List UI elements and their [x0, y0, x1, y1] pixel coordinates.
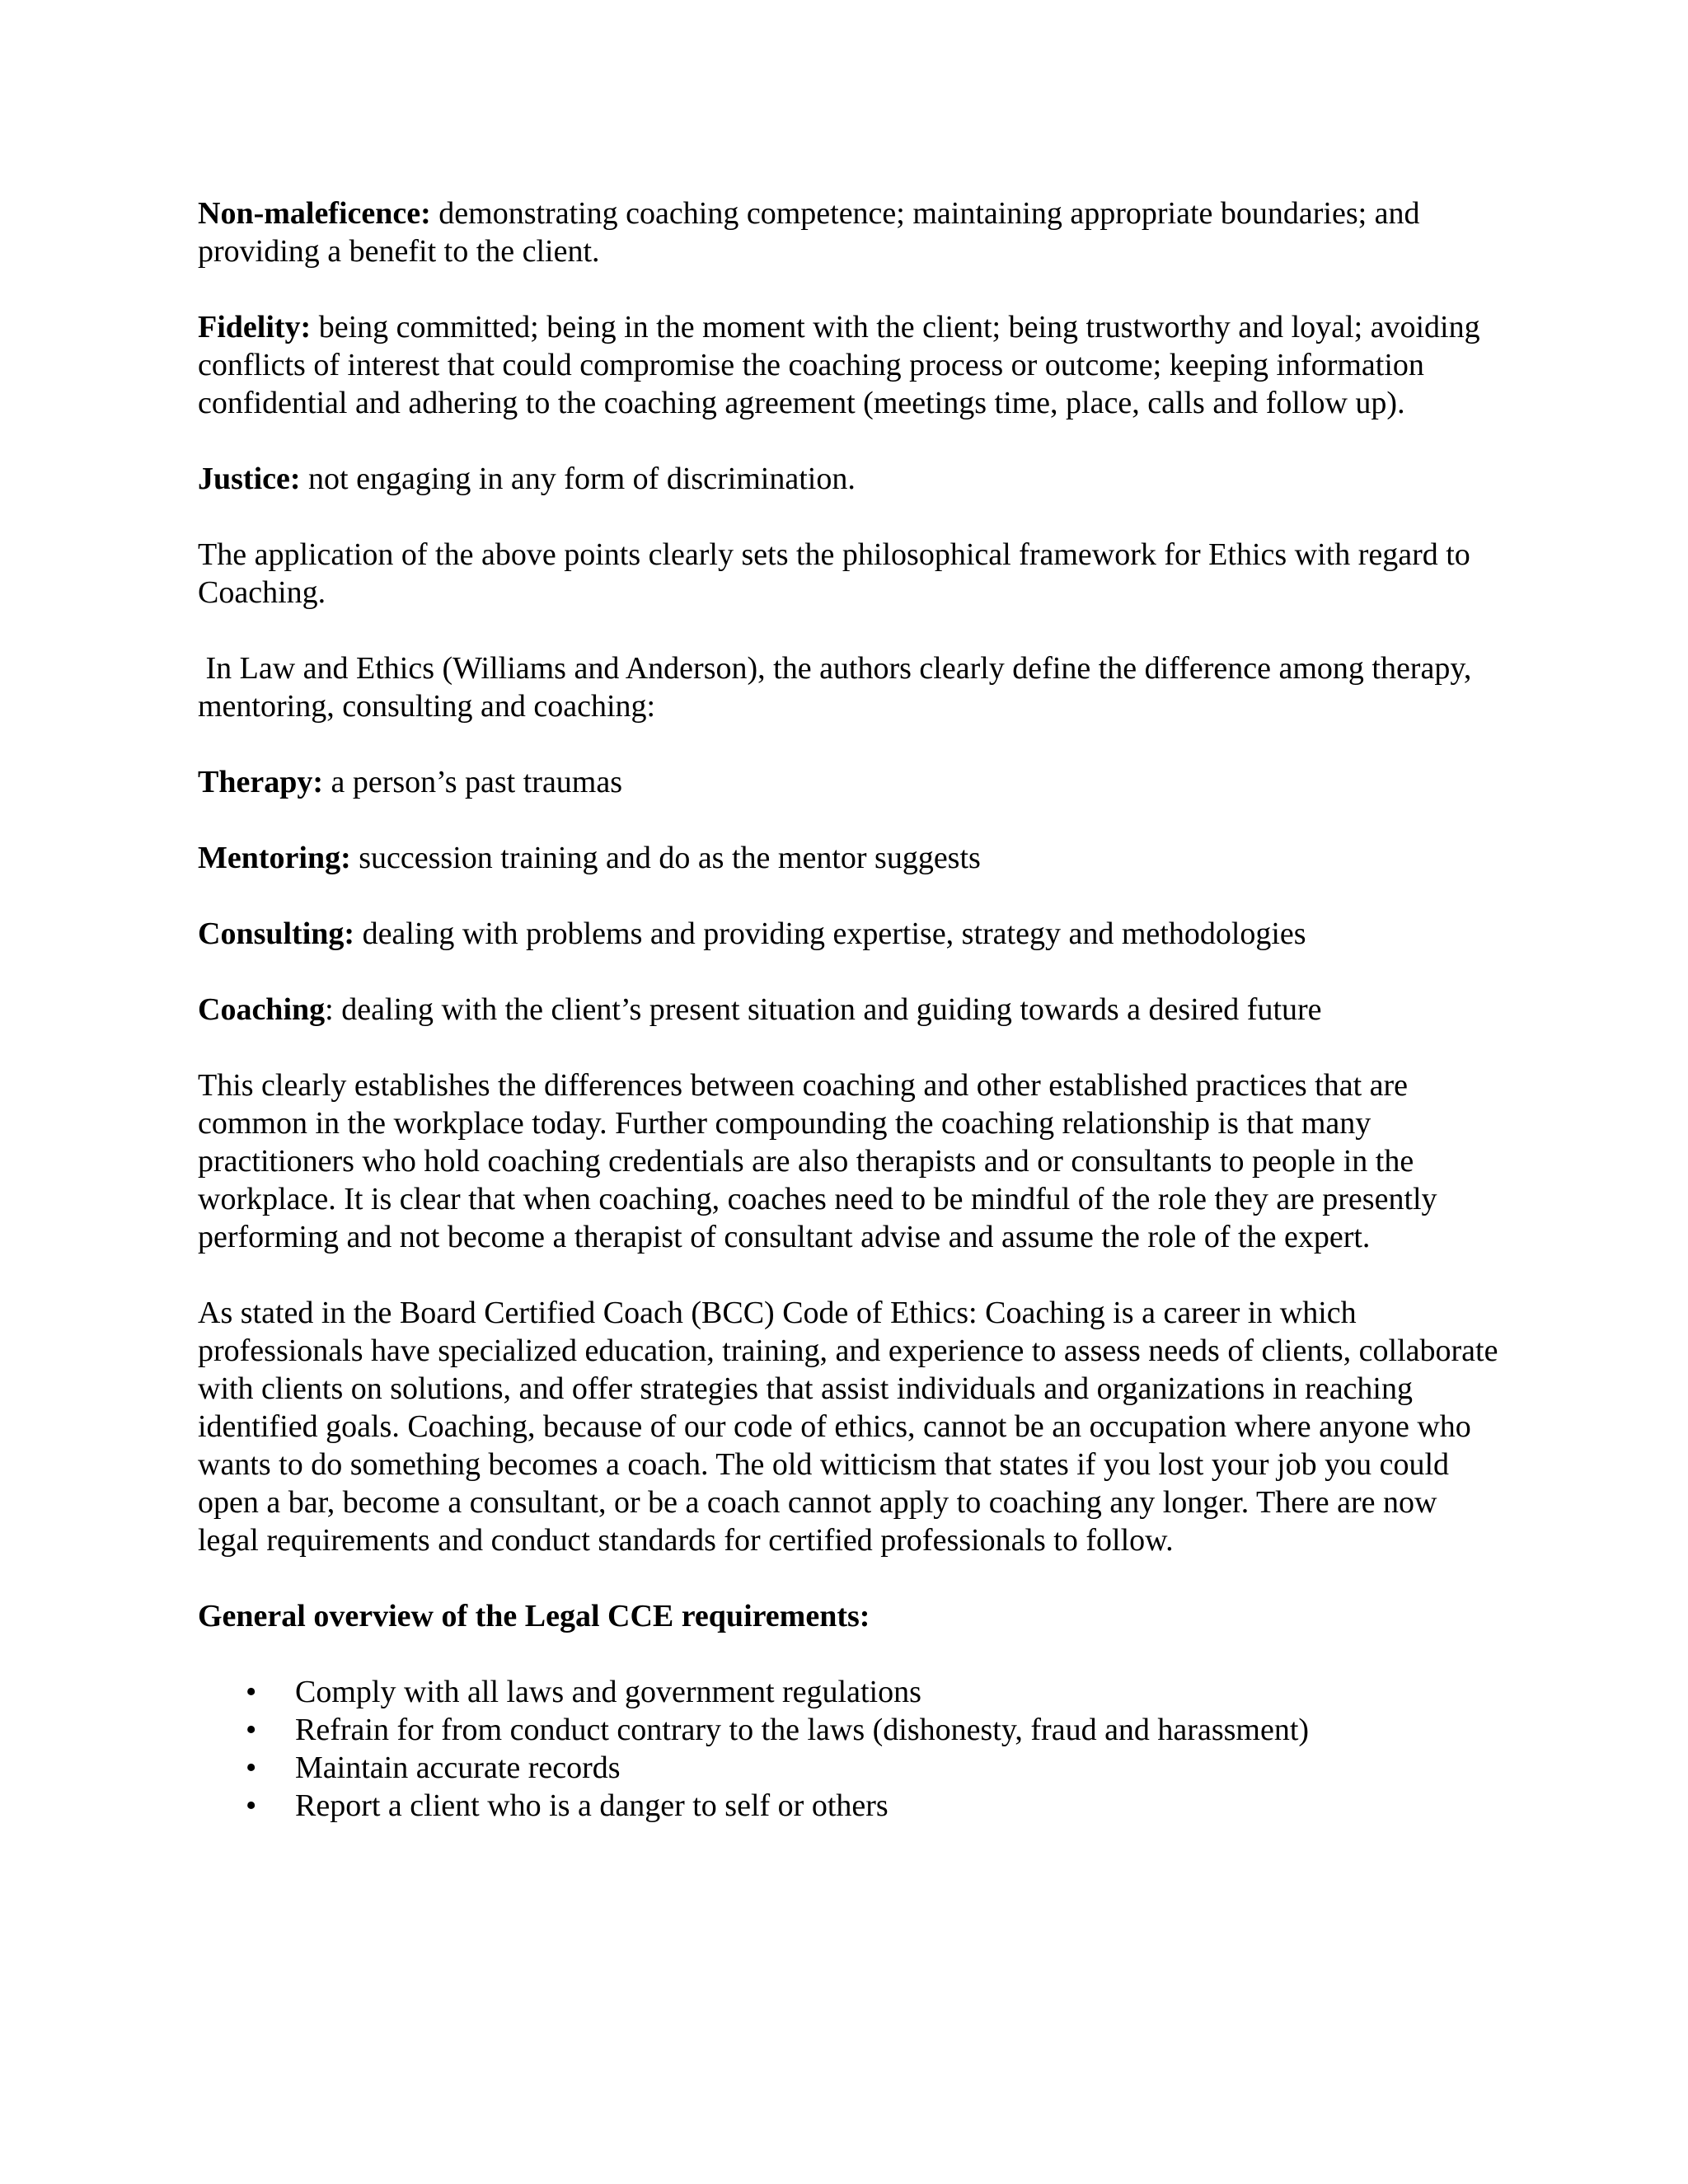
definition-justice [198, 460, 1500, 498]
list-item-text: Comply with all laws and government regulations [295, 1675, 921, 1709]
definition-text: not engaging in any form of discrimination. [300, 462, 856, 496]
definition-term: Non-maleficence: [198, 196, 431, 231]
legal-requirements-list [198, 1673, 1500, 1825]
list-item-text: Maintain accurate records [295, 1750, 621, 1785]
definition-text: a person’s past traumas [323, 765, 623, 799]
definition-term: Justice: [198, 462, 301, 496]
list-item-text: Report a client who is a danger to self or others [295, 1788, 889, 1823]
definition-term: Mentoring: [198, 841, 351, 875]
definition-text: : dealing with the client’s present situation and guiding towards a desired future [325, 992, 1322, 1027]
definition-consulting [198, 915, 1500, 953]
paragraph-bcc-code: As stated in the Board Certified Coach (BCC) Code of Ethics: Coaching is a career in which professionals have specialized education, training, and experience to assess needs of clients, collaborate with clients on solutions, and offer strategies that assist individuals and organizations in reaching identified goals. Coaching, because of our code of ethics, cannot be an occupation where anyone who wants to do something becomes a coach. The old witticism that states if you lost your job you could open a bar, become a consultant, or be a coach cannot apply to coaching any longer. There are now legal requirements and conduct standards for certified professionals to follow. [198, 1296, 1498, 1558]
list-item [198, 1787, 1500, 1825]
definition-therapy [198, 763, 1500, 801]
bullet-icon: • [246, 1713, 257, 1747]
definition-fidelity [198, 308, 1500, 422]
definition-non-maleficence [198, 194, 1500, 270]
list-item-text: Refrain for from conduct contrary to the laws (dishonesty, fraud and harassment) [295, 1713, 1310, 1747]
definition-text: succession training and do as the mentor suggests [350, 841, 981, 875]
paragraph-law-and-ethics: In Law and Ethics (Williams and Anderson), the authors clearly define the difference among therapy, mentoring, consulting and coaching: [198, 651, 1479, 724]
definition-term: Coaching [198, 992, 326, 1027]
paragraph-differences: This clearly establishes the differences between coaching and other established practices that are common in the workplace today. Further compounding the coaching relationship is that many practitioners who hold coaching credentials are also therapists and or consultants to people in the workplace. It is clear that when coaching, coaches need to be mindful of the role they are presently performing and not become a therapist of consultant advise and assume the role of the expert. [198, 1068, 1437, 1254]
list-item [198, 1711, 1500, 1749]
definition-text: dealing with problems and providing expertise, strategy and methodologies [354, 916, 1306, 951]
definition-term: Therapy: [198, 765, 323, 799]
definition-mentoring [198, 839, 1500, 877]
definition-coaching [198, 991, 1500, 1029]
definition-text: demonstrating coaching competence; maintaining appropriate boundaries; and providing a benefit to the client. [198, 196, 1420, 269]
bullet-icon: • [246, 1750, 257, 1785]
document-body [198, 194, 1500, 1825]
paragraph-framework: The application of the above points clearly sets the philosophical framework for Ethics with regard to Coaching. [198, 537, 1470, 610]
bullet-icon: • [246, 1675, 257, 1709]
list-item [198, 1673, 1500, 1711]
definition-term: Consulting: [198, 916, 355, 951]
list-item [198, 1749, 1500, 1787]
definition-term: Fidelity: [198, 310, 312, 344]
bullet-icon: • [246, 1788, 257, 1823]
definition-text: being committed; being in the moment with the client; being trustworthy and loyal; avoiding conflicts of interest that could compromise the coaching process or outcome; keeping information confidential and adhering to the coaching agreement (meetings time, place, calls and follow up). [198, 310, 1480, 420]
legal-requirements-heading: General overview of the Legal CCE requirements: [198, 1599, 870, 1633]
